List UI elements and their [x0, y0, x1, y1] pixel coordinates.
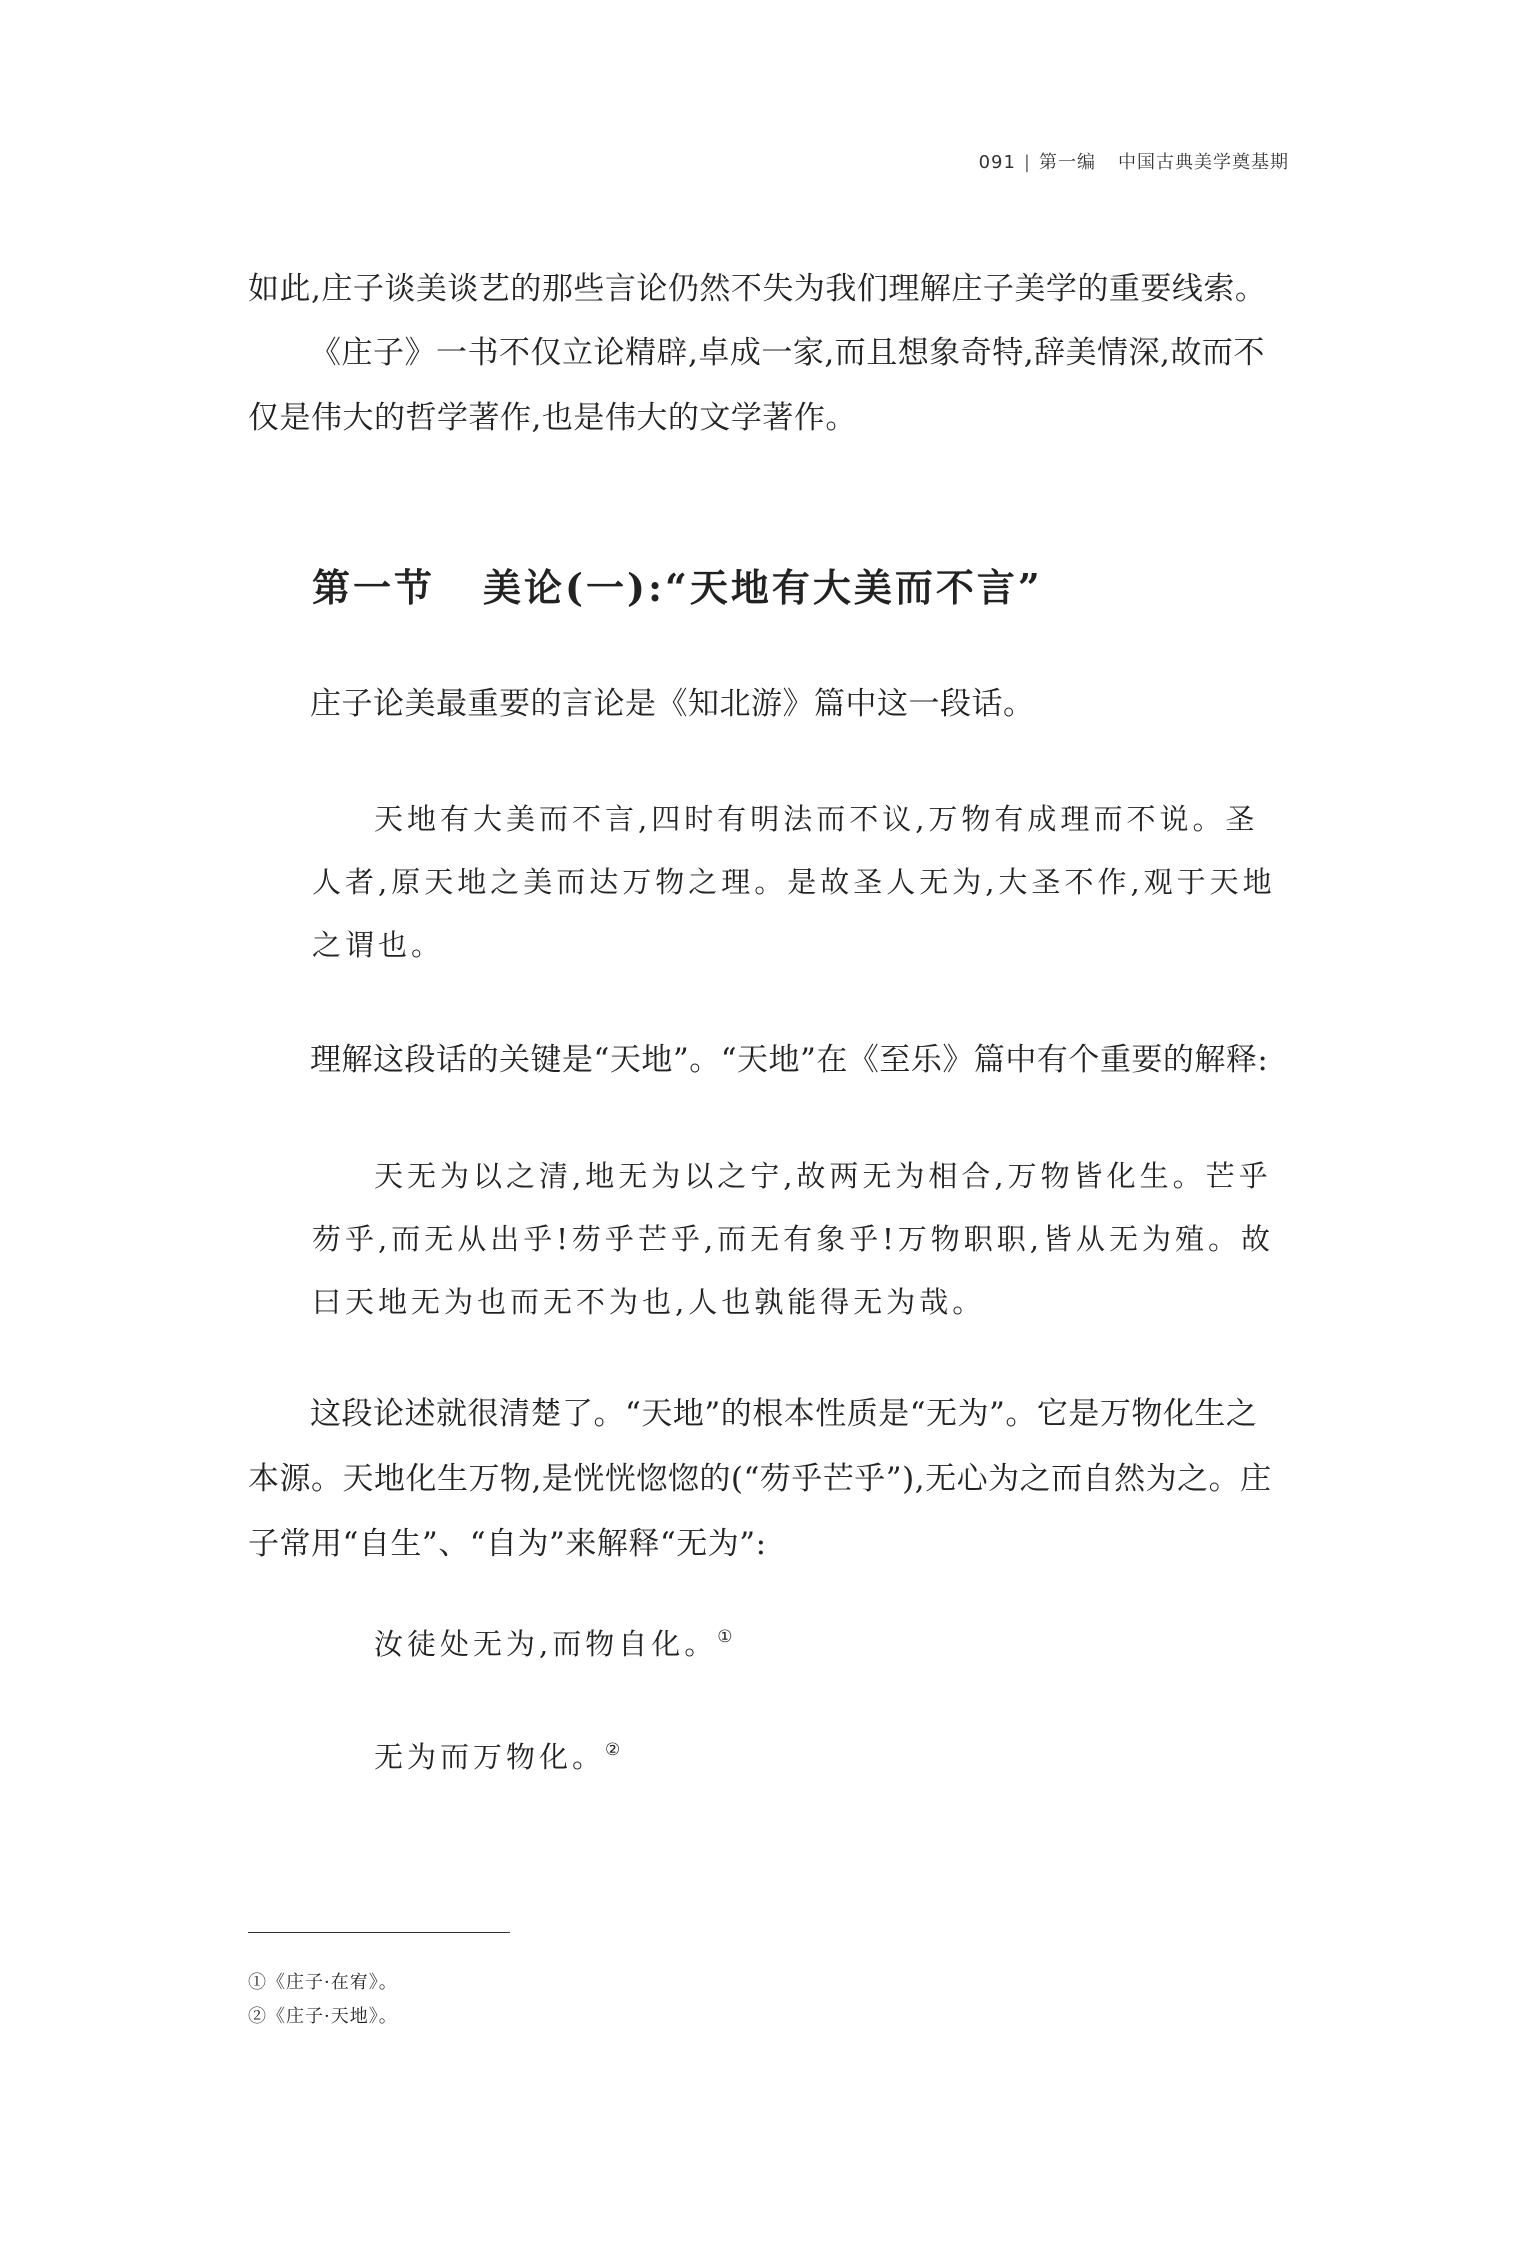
footnote-1 — [248, 1968, 398, 1994]
footnote-1-mark: ① — [248, 1972, 267, 1993]
footnote-2-mark: ② — [248, 2006, 267, 2027]
quote-zhibeiyou: 天地有大美而不言,四时有明法而不议,万物有成理而不说。圣人者,原天地之美而达万物之理。是故圣人无为,大圣不作,观于天地之谓也。 — [312, 802, 1276, 962]
footnote-1-text: 《庄子·在宥》。 — [267, 1972, 398, 1993]
footnote-2-text: 《庄子·天地》。 — [267, 2006, 398, 2027]
footnote-divider — [248, 1932, 510, 1933]
quote-zaiyou — [374, 1622, 732, 1663]
paragraph-continuation: 如此,庄子谈美谈艺的那些言论仍然不失为我们理解庄子美学的重要线索。 — [248, 271, 1267, 307]
quote-zaiyou-text: 汝徒处无为,而物自化。 — [374, 1627, 718, 1661]
section-number: 第一节 — [312, 565, 436, 610]
paragraph-key-tiandi: 理解这段话的关键是“天地”。“天地”在《至乐》篇中有个重要的解释: — [310, 1042, 1269, 1078]
part-label: 第一编 — [1039, 152, 1096, 173]
quote-tiandi-text: 无为而万物化。 — [374, 1740, 606, 1774]
quote-zhile: 天无为以之清,地无为以之宁,故两无为相合,万物皆化生。芒乎芴乎,而无从出乎!芴乎芒乎,而无有象乎!万物职职,皆从无为殖。故曰天地无为也而无不为也,人也孰能得无为哉。 — [312, 1159, 1274, 1319]
footnote-2 — [248, 2002, 398, 2028]
section-heading — [312, 557, 1043, 612]
header-separator: | — [1023, 152, 1031, 173]
paragraph-wuwei: 这段论述就很清楚了。“天地”的根本性质是“无为”。它是万物化生之本源。天地化生万物,是恍恍惚惚的(“芴乎芒乎”),无心为之而自然为之。庄子常用“自生”、“自为”来解释“无为”: — [248, 1396, 1272, 1562]
footnote-ref-1[interactable]: ① — [717, 1627, 733, 1647]
running-header — [979, 148, 1289, 174]
paragraph-intro: 庄子论美最重要的言论是《知北游》篇中这一段话。 — [310, 686, 1035, 722]
section-title: 美论(一):“天地有大美而不言” — [483, 565, 1043, 610]
paragraph-zhuangzi-book: 《庄子》一书不仅立论精辟,卓成一家,而且想象奇特,辞美情深,故而不仅是伟大的哲学著作,也是伟大的文学著作。 — [248, 335, 1265, 436]
part-title: 中国古典美学奠基期 — [1118, 152, 1289, 173]
footnote-ref-2[interactable]: ② — [605, 1740, 621, 1760]
page-number: 091 — [978, 152, 1016, 173]
quote-tiandi — [374, 1735, 620, 1776]
